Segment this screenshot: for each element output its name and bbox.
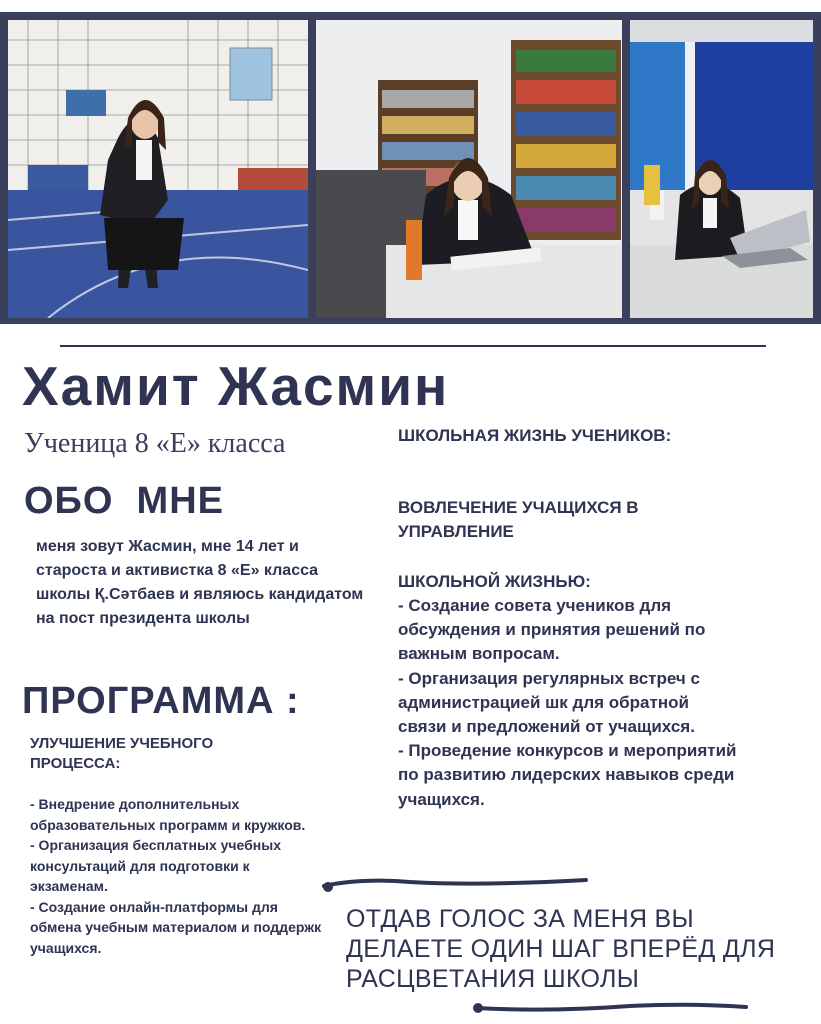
program-item: - Создание онлайн-платформы для обмена учебным материалом и поддержк учащихся. [30, 898, 322, 956]
library-photo [316, 20, 622, 318]
program-item: - Организация бесплатных учебных консультаций для подготовки к экзаменам. [30, 837, 281, 894]
slogan-line: ОТДАВ ГОЛОС ЗА МЕНЯ ВЫ [346, 905, 694, 933]
candidate-class: Ученица 8 «Е» класса [24, 428, 286, 459]
involvement-heading: ВОВЛЕЧЕНИЕ УЧАЩИХСЯ В УПРАВЛЕНИЕ [398, 498, 639, 541]
school-life-title: ШКОЛЬНАЯ ЖИЗНЬ УЧЕНИКОВ: [398, 426, 672, 445]
school-life-item: - Проведение конкурсов и мероприятий по развитию лидерских навыков среди учащихся. [398, 741, 737, 809]
gym-photo [8, 20, 308, 318]
about-text: меня зовут Жасмин, мне 14 лет и староста и активистка 8 «Е» класса школы Қ.Сәтбаев и являюсь кандидатом на пост президента школы [36, 538, 364, 627]
candidate-name: Хамит Жасмин [22, 355, 450, 417]
program-item: - Внедрение дополнительных образовательных программ и кружков. [30, 796, 306, 833]
program-subheading: УЛУЧШЕНИЕ УЧЕБНОГО ПРОЦЕССА: [30, 735, 214, 772]
photo-band [0, 12, 821, 324]
school-life-sublabel: ШКОЛЬНОЙ ЖИЗНЬЮ: [398, 572, 591, 591]
school-life-item: - Создание совета учеников для обсуждения и принятия решений по важным вопросам. [398, 596, 706, 664]
classroom-laptop-photo [630, 20, 813, 318]
about-heading: ОБО МНЕ [24, 480, 224, 522]
slogan-line: ДЕЛАЕТЕ ОДИН ШАГ ВПЕРЁД ДЛЯ [346, 935, 776, 963]
brush-stroke-top [320, 874, 590, 894]
divider-line [60, 345, 766, 347]
brush-stroke-bottom [470, 998, 750, 1016]
school-life-list [398, 594, 738, 812]
program-list [30, 794, 330, 958]
school-life-item: - Организация регулярных встреч с администрацией шк для обратной связи и предложений от учащихся. [398, 668, 700, 737]
program-heading: ПРОГРАММА : [22, 680, 300, 722]
slogan [346, 904, 786, 994]
slogan-line: РАСЦВЕТАНИЯ ШКОЛЫ [346, 965, 640, 993]
